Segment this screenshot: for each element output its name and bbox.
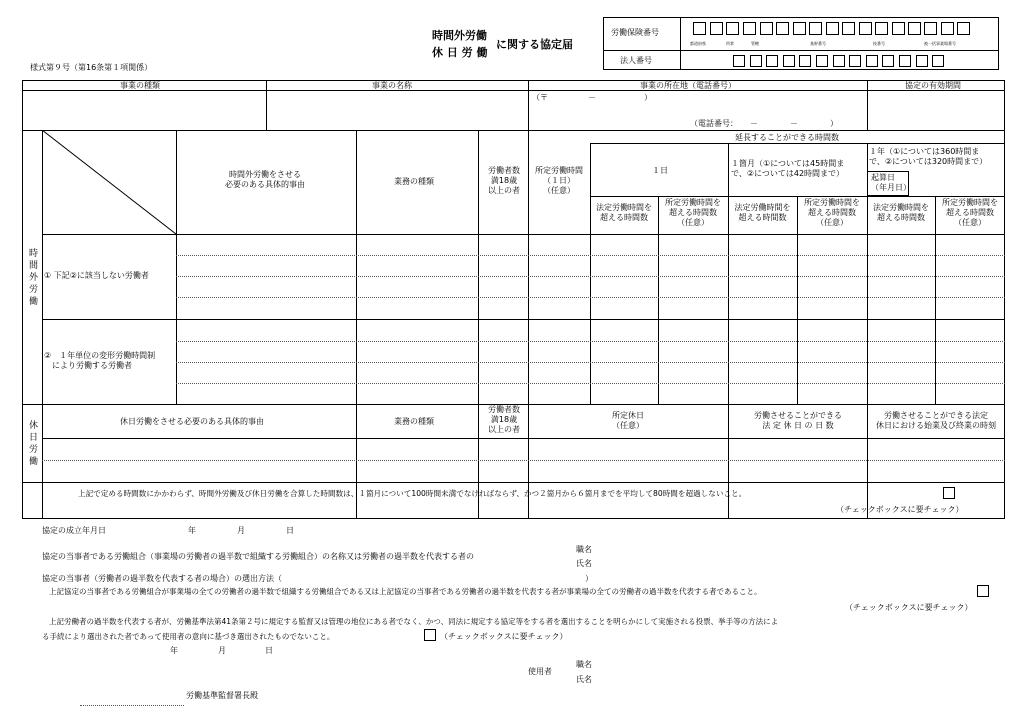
month-legal-head: 法定労働時間を 超える時間数	[734, 203, 791, 222]
insurance-digit-box[interactable]	[710, 22, 723, 35]
hol-fixed-holiday-head: 所定休日 （任意）	[612, 411, 644, 430]
ins-sub-kikan: 基幹番号	[810, 41, 826, 46]
month-head: １箇月（①については45時間ま で、②については42時間まで）	[731, 159, 845, 178]
year-fixed-head: 所定労働時間を 超える時間数 （任意）	[942, 198, 998, 227]
start-date-label: 起算日 （年月日）	[871, 173, 911, 192]
postal-code-field[interactable]: （〒 － ）	[532, 93, 652, 102]
col-valid-period: 協定の有効期間	[905, 81, 961, 90]
insurance-digit-box[interactable]	[743, 22, 756, 35]
day-head: １日	[652, 166, 668, 175]
insurance-digit-box[interactable]	[760, 22, 773, 35]
corp-digit-box[interactable]	[899, 55, 911, 67]
extend-hours-head: 延長することができる時間数	[735, 133, 839, 142]
overtime-entry-line[interactable]	[176, 341, 1005, 342]
election-close: ）	[585, 574, 593, 583]
ot-fixed-hours-head: 所定労働時間 （１日） （任意）	[535, 166, 583, 195]
election-method: 協定の当事者（労働者の過半数を代表する者の場合）の選出方法（	[42, 574, 282, 583]
confirm2-text-line2: る手続により選出された者であって使用者の意向に基づき選出されたものでないこと。	[42, 632, 335, 641]
title-suffix: に関する協定届	[496, 38, 573, 51]
overtime-entry-line[interactable]	[176, 276, 1005, 277]
form-style-number: 様式第９号（第16条第１項関係）	[30, 63, 153, 72]
limit-checkbox[interactable]	[943, 487, 955, 499]
ins-sub-pref: 都道府県	[690, 41, 706, 46]
corp-digit-box[interactable]	[733, 55, 745, 67]
limit-statement: 上記で定める時間数にかかわらず、時間外労働及び休日労働を合算した時間数は、１箇月について100時間未満でなければならず、かつ２箇月から６箇月までを平均して80時間を超過しないこと。	[78, 489, 747, 498]
corp-digit-box[interactable]	[783, 55, 795, 67]
year-legal-head: 法定労働時間を 超える時間数	[873, 203, 929, 222]
confirm2-text-line1: 上記労働者の過半数を代表する者が、労働基準法第41条第２号に規定する監督又は管理の地位にある者でなく、かつ、同法に規定する協定等をする者を選出することを明らかにして実施される投票、挙手等の方法によ	[49, 617, 779, 626]
confirm1-text: 上記協定の当事者である労働組合が事業場の全ての労働者の過半数で組織する労働組合である又は上記協定の当事者である労働者の過半数を代表する者が事業場の全ての労働者の過半数を代表する者であること。	[49, 587, 762, 596]
employer-title-label: 職名	[576, 660, 592, 669]
submit-month: 月	[218, 646, 226, 655]
employer-label: 使用者	[528, 667, 552, 676]
insurance-label: 労働保険番号	[611, 28, 659, 37]
hol-reason-head: 休日労働をさせる必要のある具体的事由	[120, 417, 264, 426]
ot-reason-head: 時間外労働をさせる 必要のある具体的事由	[225, 170, 305, 189]
insurance-digit-box[interactable]	[793, 22, 806, 35]
corp-digit-box[interactable]	[882, 55, 894, 67]
submit-day: 日	[265, 646, 273, 655]
labor-office-line[interactable]	[80, 705, 184, 706]
corp-digit-box[interactable]	[766, 55, 778, 67]
corp-number-label: 法人番号	[620, 56, 652, 65]
ins-sub-eda: 枝番号	[873, 41, 885, 46]
day-fixed-head: 所定労働時間を 超える時間数 （任意）	[665, 198, 721, 227]
corp-digit-box[interactable]	[799, 55, 811, 67]
party-name-label: 氏名	[576, 559, 592, 568]
title-line2: 休 日 労 働	[432, 46, 488, 59]
diagonal-divider	[42, 130, 176, 234]
corp-digit-box[interactable]	[932, 55, 944, 67]
ins-sub-kankatsu: 管轄	[751, 41, 759, 46]
insurance-digit-box[interactable]	[809, 22, 822, 35]
insurance-digit-box[interactable]	[924, 22, 937, 35]
insurance-digit-box[interactable]	[892, 22, 905, 35]
agreement-month: 月	[237, 526, 245, 535]
confirm2-check-note: （チェックボックスに要チェック）	[440, 632, 568, 641]
confirm2-checkbox[interactable]	[424, 629, 436, 641]
ins-sub-hi: 被一括事業場番号	[924, 41, 956, 46]
corp-digit-box[interactable]	[916, 55, 928, 67]
overtime-entry-line[interactable]	[176, 255, 1005, 256]
overtime-entry-line[interactable]	[176, 297, 1005, 298]
hol-time-head: 労働させることができる法定 休日における始業及び終業の時刻	[876, 411, 996, 430]
insurance-digit-box[interactable]	[941, 22, 954, 35]
ot-row1-label: ① 下記②に該当しない労働者	[44, 271, 149, 280]
employer-name-label: 氏名	[576, 675, 592, 684]
ot-work-type-head: 業務の種類	[394, 177, 434, 186]
agreement-year: 年	[188, 526, 196, 535]
hol-legal-days-head: 労働させることができる 法 定 休 日 の 日 数	[754, 411, 842, 430]
overtime-entry-line[interactable]	[176, 383, 1005, 384]
title-line1: 時間外労働	[432, 29, 487, 42]
confirm1-check-note: （チェックボックスに要チェック）	[845, 603, 973, 612]
ot-row2-label: ② １年単位の変形労働時間制 により労働する労働者	[44, 351, 156, 370]
insurance-digit-box[interactable]	[859, 22, 872, 35]
holiday-side-label: 休日労働	[27, 420, 37, 468]
agreement-day: 日	[286, 526, 294, 535]
corp-digit-box[interactable]	[816, 55, 828, 67]
insurance-digit-box[interactable]	[842, 22, 855, 35]
confirm1-checkbox[interactable]	[977, 585, 989, 597]
overtime-entry-line[interactable]	[176, 362, 1005, 363]
insurance-digit-box[interactable]	[726, 22, 739, 35]
limit-check-note: （チェックボックスに要チェック）	[836, 505, 964, 514]
insurance-digit-box[interactable]	[908, 22, 921, 35]
ot-workers-head: 労働者数 満18歳 以上の者	[488, 166, 520, 195]
phone-number-field[interactable]: （電話番号： － － ）	[690, 119, 838, 128]
submit-year: 年	[170, 646, 178, 655]
hol-work-type-head: 業務の種類	[394, 417, 434, 426]
col-business-name: 事業の名称	[372, 81, 412, 90]
insurance-digit-box[interactable]	[875, 22, 888, 35]
ins-sub-shosho: 所掌	[726, 41, 734, 46]
col-business-type: 事業の種類	[120, 81, 160, 90]
corp-digit-box[interactable]	[849, 55, 861, 67]
corp-digit-box[interactable]	[750, 55, 762, 67]
corp-digit-box[interactable]	[833, 55, 845, 67]
insurance-digit-box[interactable]	[826, 22, 839, 35]
agreement-date-label: 協定の成立年月日	[42, 526, 106, 535]
insurance-digit-box[interactable]	[776, 22, 789, 35]
day-legal-head: 法定労働時間を 超える時間数	[596, 203, 652, 222]
overtime-side-label: 時間外労働	[27, 248, 37, 308]
party-line: 協定の当事者である労働組合（事業場の労働者の過半数で組織する労働組合）の名称又は労働者の過半数を代表する者の	[42, 552, 474, 561]
labor-office-label: 労働基準監督署長殿	[186, 691, 258, 700]
month-fixed-head: 所定労働時間を 超える時間数 （任意）	[804, 198, 860, 227]
insurance-digit-box[interactable]	[957, 22, 970, 35]
hol-workers-head: 労働者数 満18歳 以上の者	[488, 405, 520, 434]
insurance-digit-box[interactable]	[693, 22, 706, 35]
party-title-label: 職名	[576, 545, 592, 554]
col-business-address: 事業の所在地（電話番号）	[640, 81, 736, 90]
holiday-entry-line[interactable]	[42, 460, 1005, 461]
year-head: １年（①については360時間ま で、②については320時間まで）	[869, 147, 988, 166]
corp-digit-box[interactable]	[866, 55, 878, 67]
